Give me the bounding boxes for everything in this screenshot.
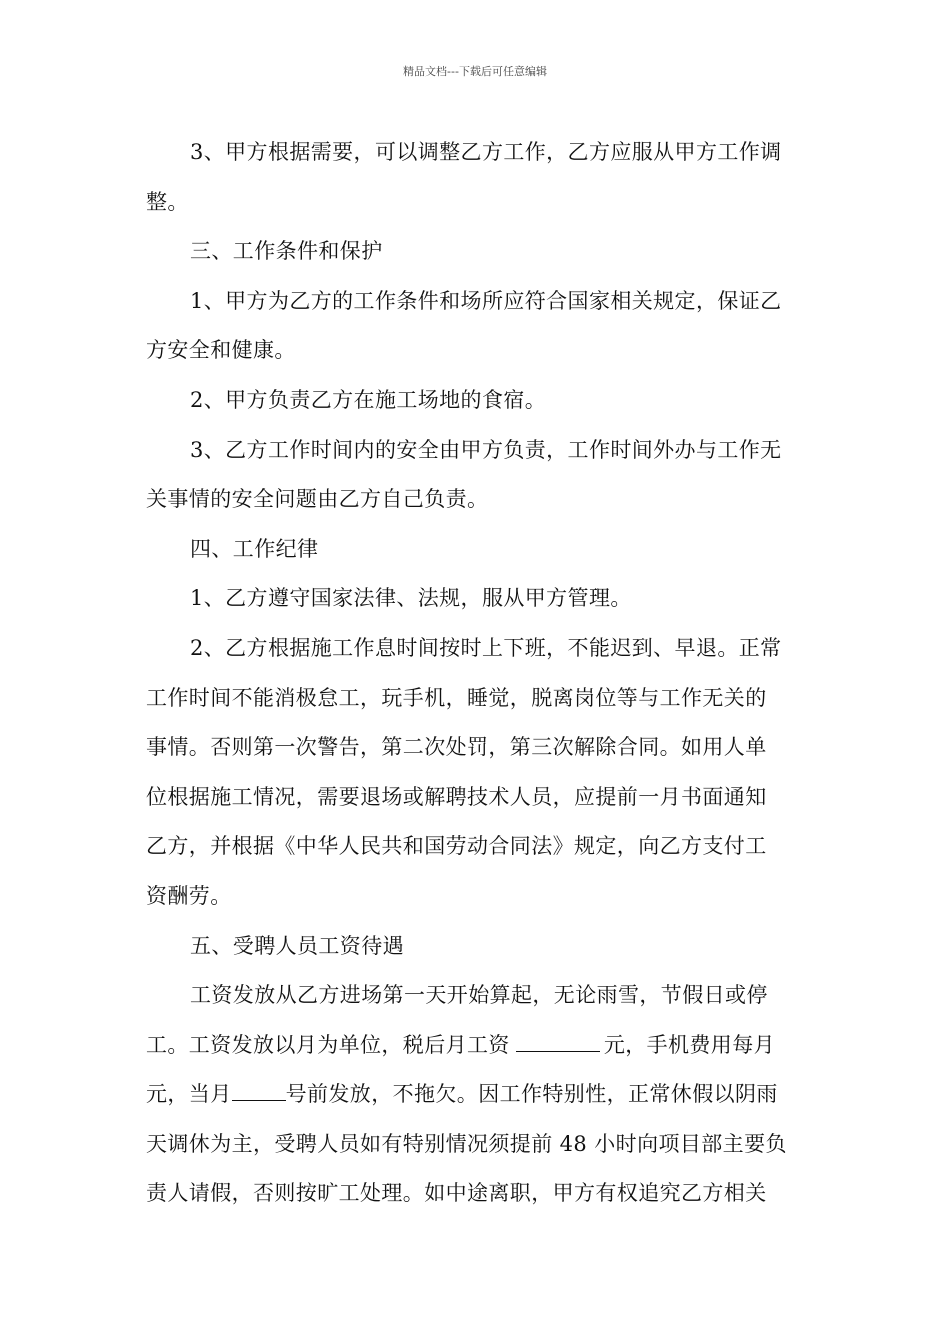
paragraph-line bbox=[146, 376, 808, 426]
line-text: 关事情的安全问题由乙方自己负责。 bbox=[146, 487, 489, 512]
paragraph-line bbox=[146, 624, 808, 674]
line-text: 2、乙方根据施工作息时间按时上下班，不能迟到、早退。正常 bbox=[190, 635, 782, 660]
paragraph-line bbox=[146, 426, 808, 476]
line-text: 事情。否则第一次警告，第二次处罚，第三次解除合同。如用人单 bbox=[146, 735, 767, 760]
paragraph-line bbox=[146, 1120, 808, 1170]
line-text: 元，手机费用每月 bbox=[603, 1032, 776, 1057]
line-text: 责人请假，否则按旷工处理。如中途离职，甲方有权追究乙方相关 bbox=[146, 1181, 767, 1206]
paragraph-line bbox=[146, 277, 808, 327]
section-heading bbox=[146, 525, 808, 575]
line-text: 1、甲方为乙方的工作条件和场所应符合国家相关规定，保证乙 bbox=[190, 288, 782, 313]
line-text: 1、乙方遵守国家法律、法规，服从甲方管理。 bbox=[190, 586, 632, 611]
section-heading bbox=[146, 227, 808, 277]
line-text: 工作时间不能消极怠工，玩手机，睡觉，脱离岗位等与工作无关的 bbox=[146, 685, 767, 710]
paragraph-line bbox=[146, 971, 808, 1021]
line-text: 方安全和健康。 bbox=[146, 338, 296, 363]
paragraph-line bbox=[146, 1070, 808, 1120]
salary-blank bbox=[516, 1033, 600, 1052]
paragraph-line bbox=[146, 178, 808, 228]
paragraph-line bbox=[146, 326, 808, 376]
line-text: 号前发放，不拖欠。因工作特别性，正常休假以阴雨 bbox=[285, 1082, 778, 1107]
paragraph-line bbox=[146, 1021, 808, 1071]
line-text: 2、甲方负责乙方在施工场地的食宿。 bbox=[190, 387, 547, 412]
line-text: 3、乙方工作时间内的安全由甲方负责，工作时间外办与工作无 bbox=[190, 437, 782, 462]
paragraph-line bbox=[146, 773, 808, 823]
pay-day-blank bbox=[232, 1082, 286, 1101]
paragraph-line bbox=[146, 574, 808, 624]
section-heading-text: 五、受聘人员工资待遇 bbox=[190, 933, 404, 958]
paragraph-line bbox=[146, 674, 808, 724]
line-text: 整。 bbox=[146, 189, 189, 214]
paragraph-line bbox=[146, 1169, 808, 1219]
paragraph-line bbox=[146, 128, 808, 178]
line-text: 工资发放从乙方进场第一天开始算起，无论雨雪，节假日或停 bbox=[190, 983, 768, 1008]
line-text: 位根据施工情况，需要退场或解聘技术人员，应提前一月书面通知 bbox=[146, 784, 767, 809]
line-text: 乙方，并根据《中华人民共和国劳动合同法》规定，向乙方支付工 bbox=[146, 834, 767, 859]
section-heading-text: 三、工作条件和保护 bbox=[190, 239, 383, 264]
line-text: 元，当月 bbox=[146, 1082, 232, 1107]
paragraph-line bbox=[146, 475, 808, 525]
line-text: 资酬劳。 bbox=[146, 883, 232, 908]
section-heading bbox=[146, 922, 808, 972]
paragraph-line bbox=[146, 723, 808, 773]
contract-body bbox=[146, 128, 808, 1219]
paragraph-line bbox=[146, 822, 808, 872]
line-text: 天调休为主，受聘人员如有特别情况须提前 48 小时向项目部主要负 bbox=[146, 1131, 787, 1156]
line-text: 3、甲方根据需要，可以调整乙方工作，乙方应服从甲方工作调 bbox=[190, 140, 782, 164]
page-header: 精品文档---下载后可任意编辑 bbox=[403, 65, 547, 78]
section-heading-text: 四、工作纪律 bbox=[190, 536, 319, 561]
paragraph-line bbox=[146, 872, 808, 922]
line-text: 工。工资发放以月为单位，税后月工资 bbox=[146, 1032, 510, 1057]
